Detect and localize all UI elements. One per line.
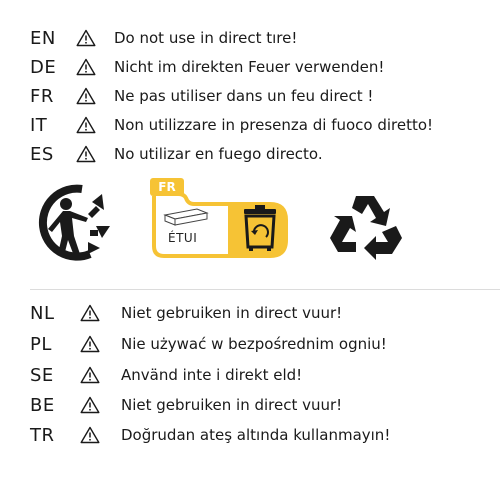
box-icon — [163, 205, 211, 231]
language-code: DE — [30, 56, 57, 78]
warning-triangle-icon — [79, 395, 101, 415]
warning-row-de — [30, 56, 384, 78]
language-code: ES — [30, 143, 54, 165]
triman-icon — [30, 180, 116, 270]
warning-row-fr — [30, 85, 373, 107]
warning-triangle-icon — [79, 303, 101, 323]
warning-row-es — [30, 143, 323, 165]
language-code: NL — [30, 302, 55, 324]
warning-row-tr — [30, 424, 390, 446]
warning-text: Nie używać w bezpośrednim ogniu! — [121, 335, 387, 353]
language-code: BE — [30, 394, 55, 416]
fr-badge: FR — [150, 178, 184, 196]
language-code: TR — [30, 424, 55, 446]
warning-triangle-icon — [75, 86, 97, 106]
language-code: PL — [30, 333, 52, 355]
warning-triangle-icon — [75, 28, 97, 48]
warning-triangle-icon — [79, 365, 101, 385]
warning-row-it — [30, 114, 433, 136]
language-code: IT — [30, 114, 48, 136]
warning-text: Nicht im direkten Feuer verwenden! — [114, 58, 385, 76]
language-code: SE — [30, 364, 54, 386]
warning-text: Non utilizzare in presenza di fuoco diretto! — [114, 116, 434, 134]
warning-text: Använd inte i direkt eld! — [121, 366, 303, 384]
warning-row-pl — [30, 333, 387, 355]
warning-triangle-icon — [75, 144, 97, 164]
warning-row-be — [30, 394, 342, 416]
warning-text: Ne pas utiliser dans un feu direct ! — [114, 87, 374, 105]
etui-label: ÉTUI — [168, 231, 198, 245]
language-code: EN — [30, 27, 56, 49]
warning-row-en — [30, 27, 297, 49]
warning-triangle-icon — [79, 334, 101, 354]
warning-text: Do not use in direct tıre! — [114, 29, 298, 47]
recycle-icon — [326, 190, 404, 266]
warning-text: No utilizar en fuego directo. — [114, 145, 323, 163]
language-code: FR — [30, 85, 54, 107]
bin-icon — [240, 203, 280, 257]
warning-row-se — [30, 364, 302, 386]
warning-row-nl — [30, 302, 342, 324]
warning-text: Niet gebruiken in direct vuur! — [121, 396, 343, 414]
warning-triangle-icon — [79, 425, 101, 445]
warning-triangle-icon — [75, 57, 97, 77]
warning-text: Niet gebruiken in direct vuur! — [121, 304, 343, 322]
warning-triangle-icon — [75, 115, 97, 135]
section-divider — [30, 289, 500, 290]
warning-text: Doğrudan ateş altında kullanmayın! — [121, 426, 391, 444]
